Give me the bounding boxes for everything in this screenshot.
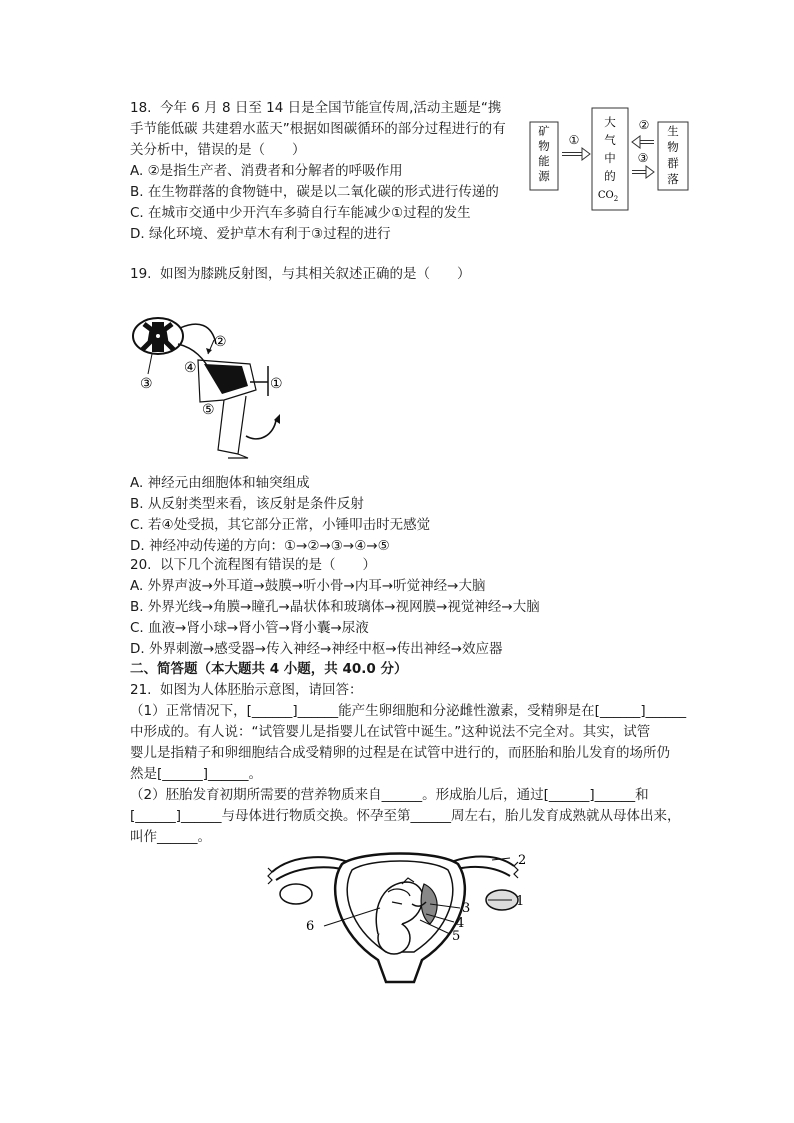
q21-part2-line2: [______]______与母体进行物质交换。怀孕至第______周左右，胎儿发育成熟就从母体出来， [130, 808, 681, 824]
q18-option-a: A. ②是指生产者、消费者和分解者的呼吸作用 [130, 163, 403, 179]
q21-part1-line2: 中形成的。有人说：“试管婴儿是指婴儿在试管中诞生。”这种说法不完全对。其实，试管 [130, 724, 651, 740]
q21-part1-line4: 然是[______]______。 [130, 766, 263, 782]
q20-option-b: B. 外界光线→角膜→瞳孔→晶状体和玻璃体→视网膜→视觉神经→大脑 [130, 599, 540, 615]
label-3: 3 [462, 901, 471, 916]
q18-number: 18. [130, 100, 152, 116]
q21-number: 21. [130, 682, 152, 698]
q19-option-b: B. 从反射类型来看，该反射是条件反射 [130, 496, 364, 512]
q18-line2: 手节能低碳 共建碧水蓝天”根据如图碳循环的部分过程进行的有 [130, 121, 506, 137]
left-ovary [280, 884, 312, 904]
q20-stem: 20. 以下几个流程图有错误的是（ ） [130, 557, 376, 573]
arrow-1 [562, 133, 590, 160]
q21-part2-line1: （2）胚胎发育初期所需要的营养物质来自______。形成胎儿后，通过[______]______和 [130, 787, 649, 803]
q18-line3: 关分析中，错误的是（ ） [130, 142, 306, 158]
label-2: 2 [518, 853, 527, 868]
q18-option-d: D. 绿化环境、爱护草木有利于③过程的进行 [130, 226, 391, 242]
q21-part1-line3: 婴儿是指精子和卵细胞结合成受精卵的过程是在试管中进行的，而胚胎和胎儿发育的场所仍 [130, 745, 670, 761]
atmosphere-label: 大气中的 [604, 115, 616, 183]
q21-part2-line3: 叫作______。 [130, 829, 211, 845]
label-1: ① [270, 376, 283, 392]
label-5: 5 [452, 929, 461, 944]
q19-option-a: A. 神经元由细胞体和轴突组成 [130, 475, 310, 491]
q21-part1-line1: （1）正常情况下，[______]______能产生卵细胞和分泌雌性激素，受精卵是在[______]______ [130, 703, 687, 719]
spinal-cord-icon [133, 318, 183, 354]
q18-line1: 18. 今年 6 月 8 日至 14 日是全国节能宣传周,活动主题是“携 [130, 100, 502, 116]
q18-option-b: B. 在生物群落的食物链中，碳是以二氧化碳的形式进行传递的 [130, 184, 499, 200]
svg-text:①: ① [568, 133, 580, 147]
afferent-nerve [180, 324, 216, 344]
arrow-2 [632, 118, 654, 148]
label-2: ② [214, 334, 227, 350]
label-4: ④ [184, 360, 197, 376]
arrow-3 [632, 151, 654, 178]
embryo-uterus-diagram [262, 848, 538, 986]
label-5: ⑤ [202, 402, 215, 418]
q18-option-c: C. 在城市交通中少开汽车多骑自行车能减少①过程的发生 [130, 205, 471, 221]
q19-stem: 19. 如图为膝跳反射图，与其相关叙述正确的是（ ） [130, 266, 471, 282]
co2-label: $CO_2$ [597, 190, 619, 203]
mineral-energy-label: 矿物能源 [538, 124, 550, 183]
q19-option-d: D. 神经冲动传递的方向：①→②→③→④→⑤ [130, 538, 390, 554]
svg-text:③: ③ [637, 151, 649, 165]
label-6: 6 [306, 919, 315, 934]
q19-option-c: C. 若④处受损，其它部分正常，小锤叩击时无感觉 [130, 517, 431, 533]
thigh-muscle [204, 364, 248, 394]
label-1: 1 [516, 894, 525, 909]
knee-jerk-reflex-diagram [128, 310, 298, 462]
carbon-cycle-diagram [528, 104, 696, 216]
q20-option-c: C. 血液→肾小球→肾小管→肾小囊→尿液 [130, 620, 369, 636]
kick-arrow [246, 420, 276, 439]
label-3: ③ [140, 376, 153, 392]
svg-text:②: ② [638, 118, 650, 132]
q20-option-d: D. 外界刺激→感受器→传入神经→神经中枢→传出神经→效应器 [130, 641, 503, 657]
q20-option-a: A. 外界声波→外耳道→鼓膜→听小骨→内耳→听觉神经→大脑 [130, 578, 486, 594]
label-4: 4 [456, 916, 465, 931]
lower-leg [218, 396, 246, 454]
q19-number: 19. [130, 266, 152, 282]
section-2-title: 二、简答题（本大题共 4 小题，共 40.0 分） [130, 661, 408, 677]
biological-community-label: 生物群落 [667, 124, 679, 186]
q20-number: 20. [130, 557, 152, 573]
q21-stem: 21. 如图为人体胚胎示意图，请回答： [130, 682, 363, 698]
